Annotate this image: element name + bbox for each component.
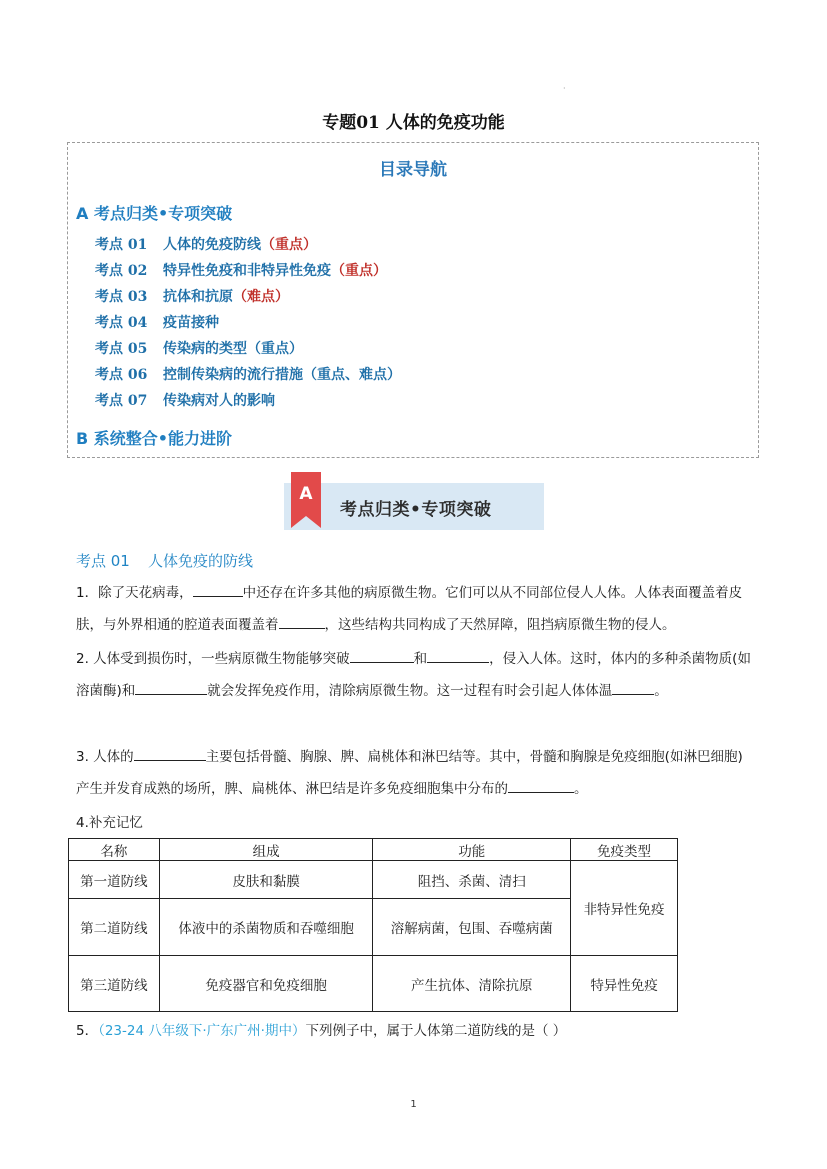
- header-dot: ·: [563, 84, 566, 93]
- toc-title: 目录导航: [379, 160, 447, 180]
- toc-item-text: 传染病的类型: [163, 341, 247, 357]
- toc-item[interactable]: [95, 312, 219, 332]
- question-source: （23-24 八年级下·广东广州·期中）: [98, 1023, 306, 1039]
- toc-item-text: 抗体和抗原: [163, 289, 233, 305]
- toc-item-text: 传染病对人的影响: [163, 393, 275, 409]
- blank-3b[interactable]: [508, 776, 574, 793]
- table-cell: 第一道防线: [69, 861, 160, 899]
- toc-item-mark: （难点）: [233, 289, 289, 305]
- toc-section-a[interactable]: A 考点归类•专项突破: [76, 204, 233, 223]
- blank-3a[interactable]: [134, 744, 206, 761]
- banner-ribbon-icon: [291, 472, 321, 528]
- blank-1a[interactable]: [193, 580, 243, 597]
- table-cell: 阻挡、杀菌、清扫: [373, 861, 571, 899]
- kaodian-code: 考点 01: [76, 552, 130, 570]
- question-2: 2. 人体受到损伤时，一些病原微生物能够突破 和 ，侵入人体。这时，体内的多种杀菌物质(如溶菌酶)和 就会发挥免疫作用，清除病原微生物。这一过程有时会引起人体体温 。: [76, 643, 756, 707]
- table-cell: 第三道防线: [69, 956, 160, 1012]
- toc-item-text: 控制传染病的流行措施: [163, 367, 303, 383]
- toc-item[interactable]: [95, 286, 289, 306]
- toc-item[interactable]: [95, 338, 303, 358]
- section-banner: [284, 483, 544, 530]
- question-5: 5．（23-24 八年级下·广东广州·期中）下列例子中，属于人体第二道防线的是（ ）: [76, 1023, 567, 1039]
- table-header: 功能: [373, 839, 571, 861]
- table-cell: 溶解病菌，包围、吞噬病菌: [373, 899, 571, 956]
- table-cell-type-specific: 特异性免疫: [571, 956, 678, 1012]
- toc-item-mark: （重点）: [261, 237, 317, 253]
- toc-item[interactable]: [95, 390, 275, 410]
- blank-2b[interactable]: [427, 646, 489, 663]
- blank-1b[interactable]: [279, 612, 325, 629]
- question-3: 3. 人体的 主要包括骨髓、胸腺、脾、扁桃体和淋巴结等。其中，骨髓和胸腺是免疫细胞(如淋巴细胞)产生并发育成熟的场所，脾、扁桃体、淋巴结是许多免疫细胞集中分布的 。: [76, 741, 756, 805]
- toc-item-code: 考点 04: [95, 315, 148, 331]
- question-1: 1．除了天花病毒， 中还存在许多其他的病原微生物。它们可以从不同部位侵人人体。人体表面覆盖着皮肤，与外界相通的腔道表面覆盖着 ，这些结构共同构成了天然屏障，阻挡病原微生物的侵人。: [76, 577, 756, 641]
- table-cell-type-nonspecific: 非特异性免疫: [571, 861, 678, 956]
- blank-2c[interactable]: [135, 678, 207, 695]
- toc-item-code: 考点 05: [95, 341, 148, 357]
- table-cell: 产生抗体、清除抗原: [373, 956, 571, 1012]
- page-number: 1: [410, 1099, 417, 1110]
- toc-item-code: 考点 06: [95, 367, 148, 383]
- toc-item-text: 特异性免疫和非特异性免疫: [163, 263, 331, 279]
- toc-item-text: 疫苗接种: [163, 315, 219, 331]
- table-cell: 皮肤和黏膜: [159, 861, 373, 899]
- immunity-table: [68, 838, 678, 1012]
- blank-2a[interactable]: [350, 646, 414, 663]
- banner-letter: A: [299, 484, 313, 504]
- toc-item-code: 考点 02: [95, 263, 148, 279]
- toc-box: [67, 142, 759, 458]
- toc-item-mark: （重点、难点）: [303, 367, 401, 383]
- toc-item[interactable]: [95, 234, 317, 254]
- table-cell: 第二道防线: [69, 899, 160, 956]
- toc-item-code: 考点 01: [95, 237, 148, 253]
- blank-2d[interactable]: [612, 678, 654, 695]
- page-title: 专题01 人体的免疫功能: [322, 113, 505, 133]
- table-cell: 免疫器官和免疫细胞: [159, 956, 373, 1012]
- toc-item-mark: （重点）: [247, 341, 303, 357]
- toc-item[interactable]: [95, 260, 387, 280]
- banner-text: 考点归类•专项突破: [340, 500, 492, 520]
- toc-item-code: 考点 07: [95, 393, 148, 409]
- toc-item[interactable]: [95, 364, 401, 384]
- kaodian-title: 人体免疫的防线: [148, 552, 254, 570]
- question-4-label: 4.补充记忆: [76, 815, 143, 831]
- table-header: 免疫类型: [571, 839, 678, 861]
- toc-item-code: 考点 03: [95, 289, 148, 305]
- table-header: 组成: [159, 839, 373, 861]
- toc-item-text: 人体的免疫防线: [163, 237, 261, 253]
- table-header: 名称: [69, 839, 160, 861]
- kaodian-heading: [76, 550, 253, 571]
- toc-section-b[interactable]: B 系统整合•能力进阶: [76, 429, 232, 448]
- toc-item-mark: （重点）: [331, 263, 387, 279]
- table-cell: 体液中的杀菌物质和吞噬细胞: [159, 899, 373, 956]
